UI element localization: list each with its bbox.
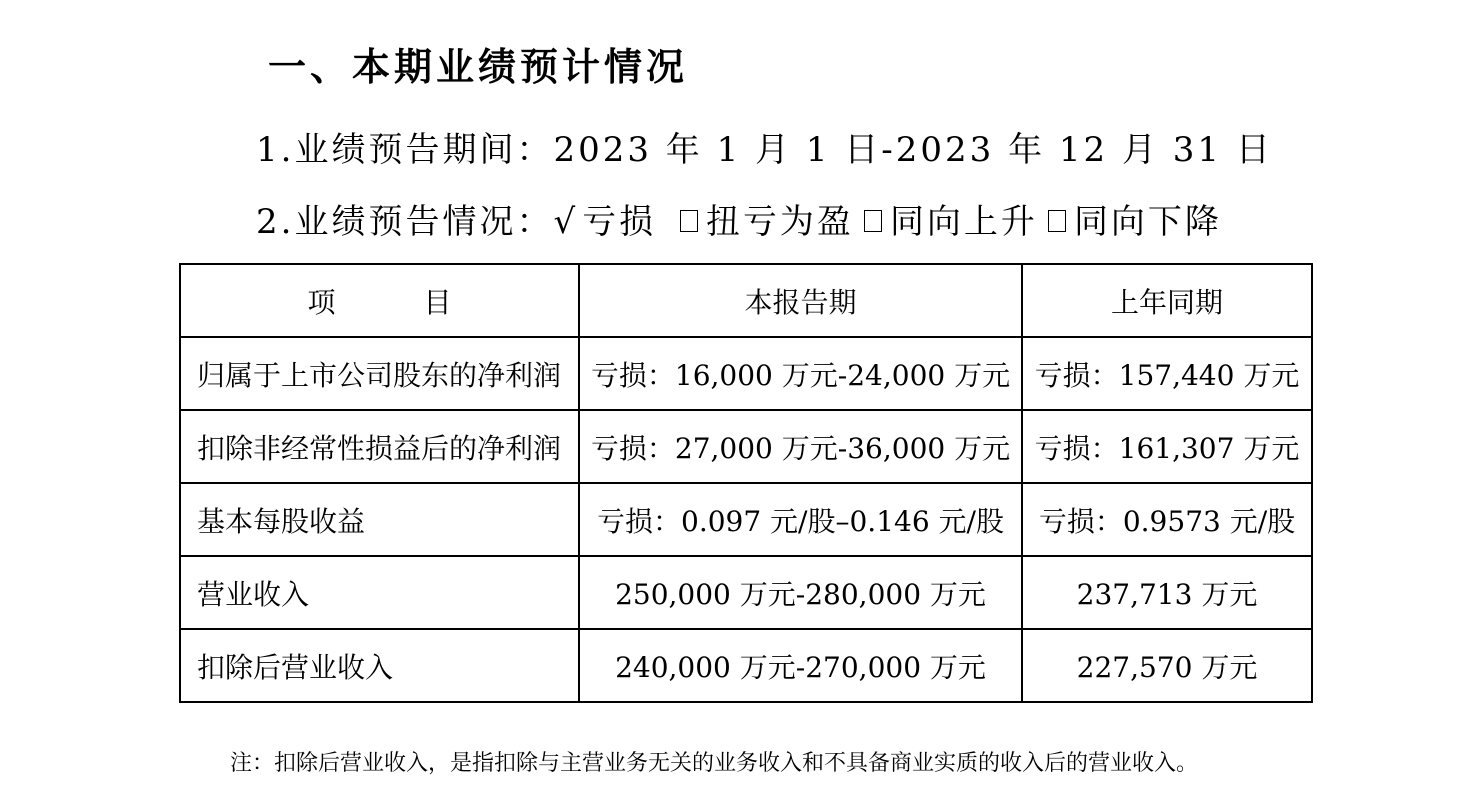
forecast-table (179, 263, 1313, 703)
row-prior: 亏损：0.9573 元/股 (1022, 483, 1312, 556)
option-label: 同向下降 (1073, 202, 1222, 242)
row-prior: 亏损：161,307 万元 (1022, 410, 1312, 483)
row-prior: 亏损：157,440 万元 (1022, 337, 1312, 410)
footnote: 注：扣除后营业收入，是指扣除与主营业务无关的业务收入和不具备商业实质的收入后的营业收入。 (230, 751, 1199, 776)
row-item: 基本每股收益 (180, 483, 579, 556)
forecast-period: 1.业绩预告期间：2023 年 1 月 1 日-2023 年 12 月 31 日 (256, 130, 1273, 170)
section-title: 一、本期业绩预计情况 (268, 45, 689, 89)
row-item: 营业收入 (180, 556, 579, 629)
checkbox-icon (864, 210, 882, 232)
row-item: 扣除后营业收入 (180, 629, 579, 702)
option-decrease (1048, 202, 1222, 242)
table-row (180, 629, 1312, 702)
table-row (180, 337, 1312, 410)
table-row (180, 483, 1312, 556)
option-increase (864, 202, 1038, 242)
row-current: 240,000 万元-270,000 万元 (579, 629, 1022, 702)
table-header-row (180, 264, 1312, 337)
option-label: 亏损 (582, 202, 657, 242)
option-label: 扭亏为盈 (705, 202, 854, 242)
forecast-situation (256, 194, 1232, 243)
table-row (180, 410, 1312, 483)
header-prior-period: 上年同期 (1022, 264, 1312, 337)
option-loss (553, 202, 656, 242)
row-current: 亏损：0.097 元/股–0.146 元/股 (579, 483, 1022, 556)
row-current: 亏损：27,000 万元-36,000 万元 (579, 410, 1022, 483)
checkbox-icon (1048, 210, 1066, 232)
row-item: 归属于上市公司股东的净利润 (180, 337, 579, 410)
row-current: 250,000 万元-280,000 万元 (579, 556, 1022, 629)
option-turnaround (680, 202, 854, 242)
option-label: 同向上升 (889, 202, 1038, 242)
row-prior: 237,713 万元 (1022, 556, 1312, 629)
row-prior: 227,570 万元 (1022, 629, 1312, 702)
header-current-period: 本报告期 (579, 264, 1022, 337)
row-current: 亏损：16,000 万元-24,000 万元 (579, 337, 1022, 410)
checkbox-icon (680, 210, 698, 232)
table-row (180, 556, 1312, 629)
header-item: 项 目 (180, 264, 579, 337)
checkmark-icon: √ (553, 202, 579, 242)
row-item: 扣除非经常性损益后的净利润 (180, 410, 579, 483)
situation-label: 2.业绩预告情况： (256, 202, 554, 242)
